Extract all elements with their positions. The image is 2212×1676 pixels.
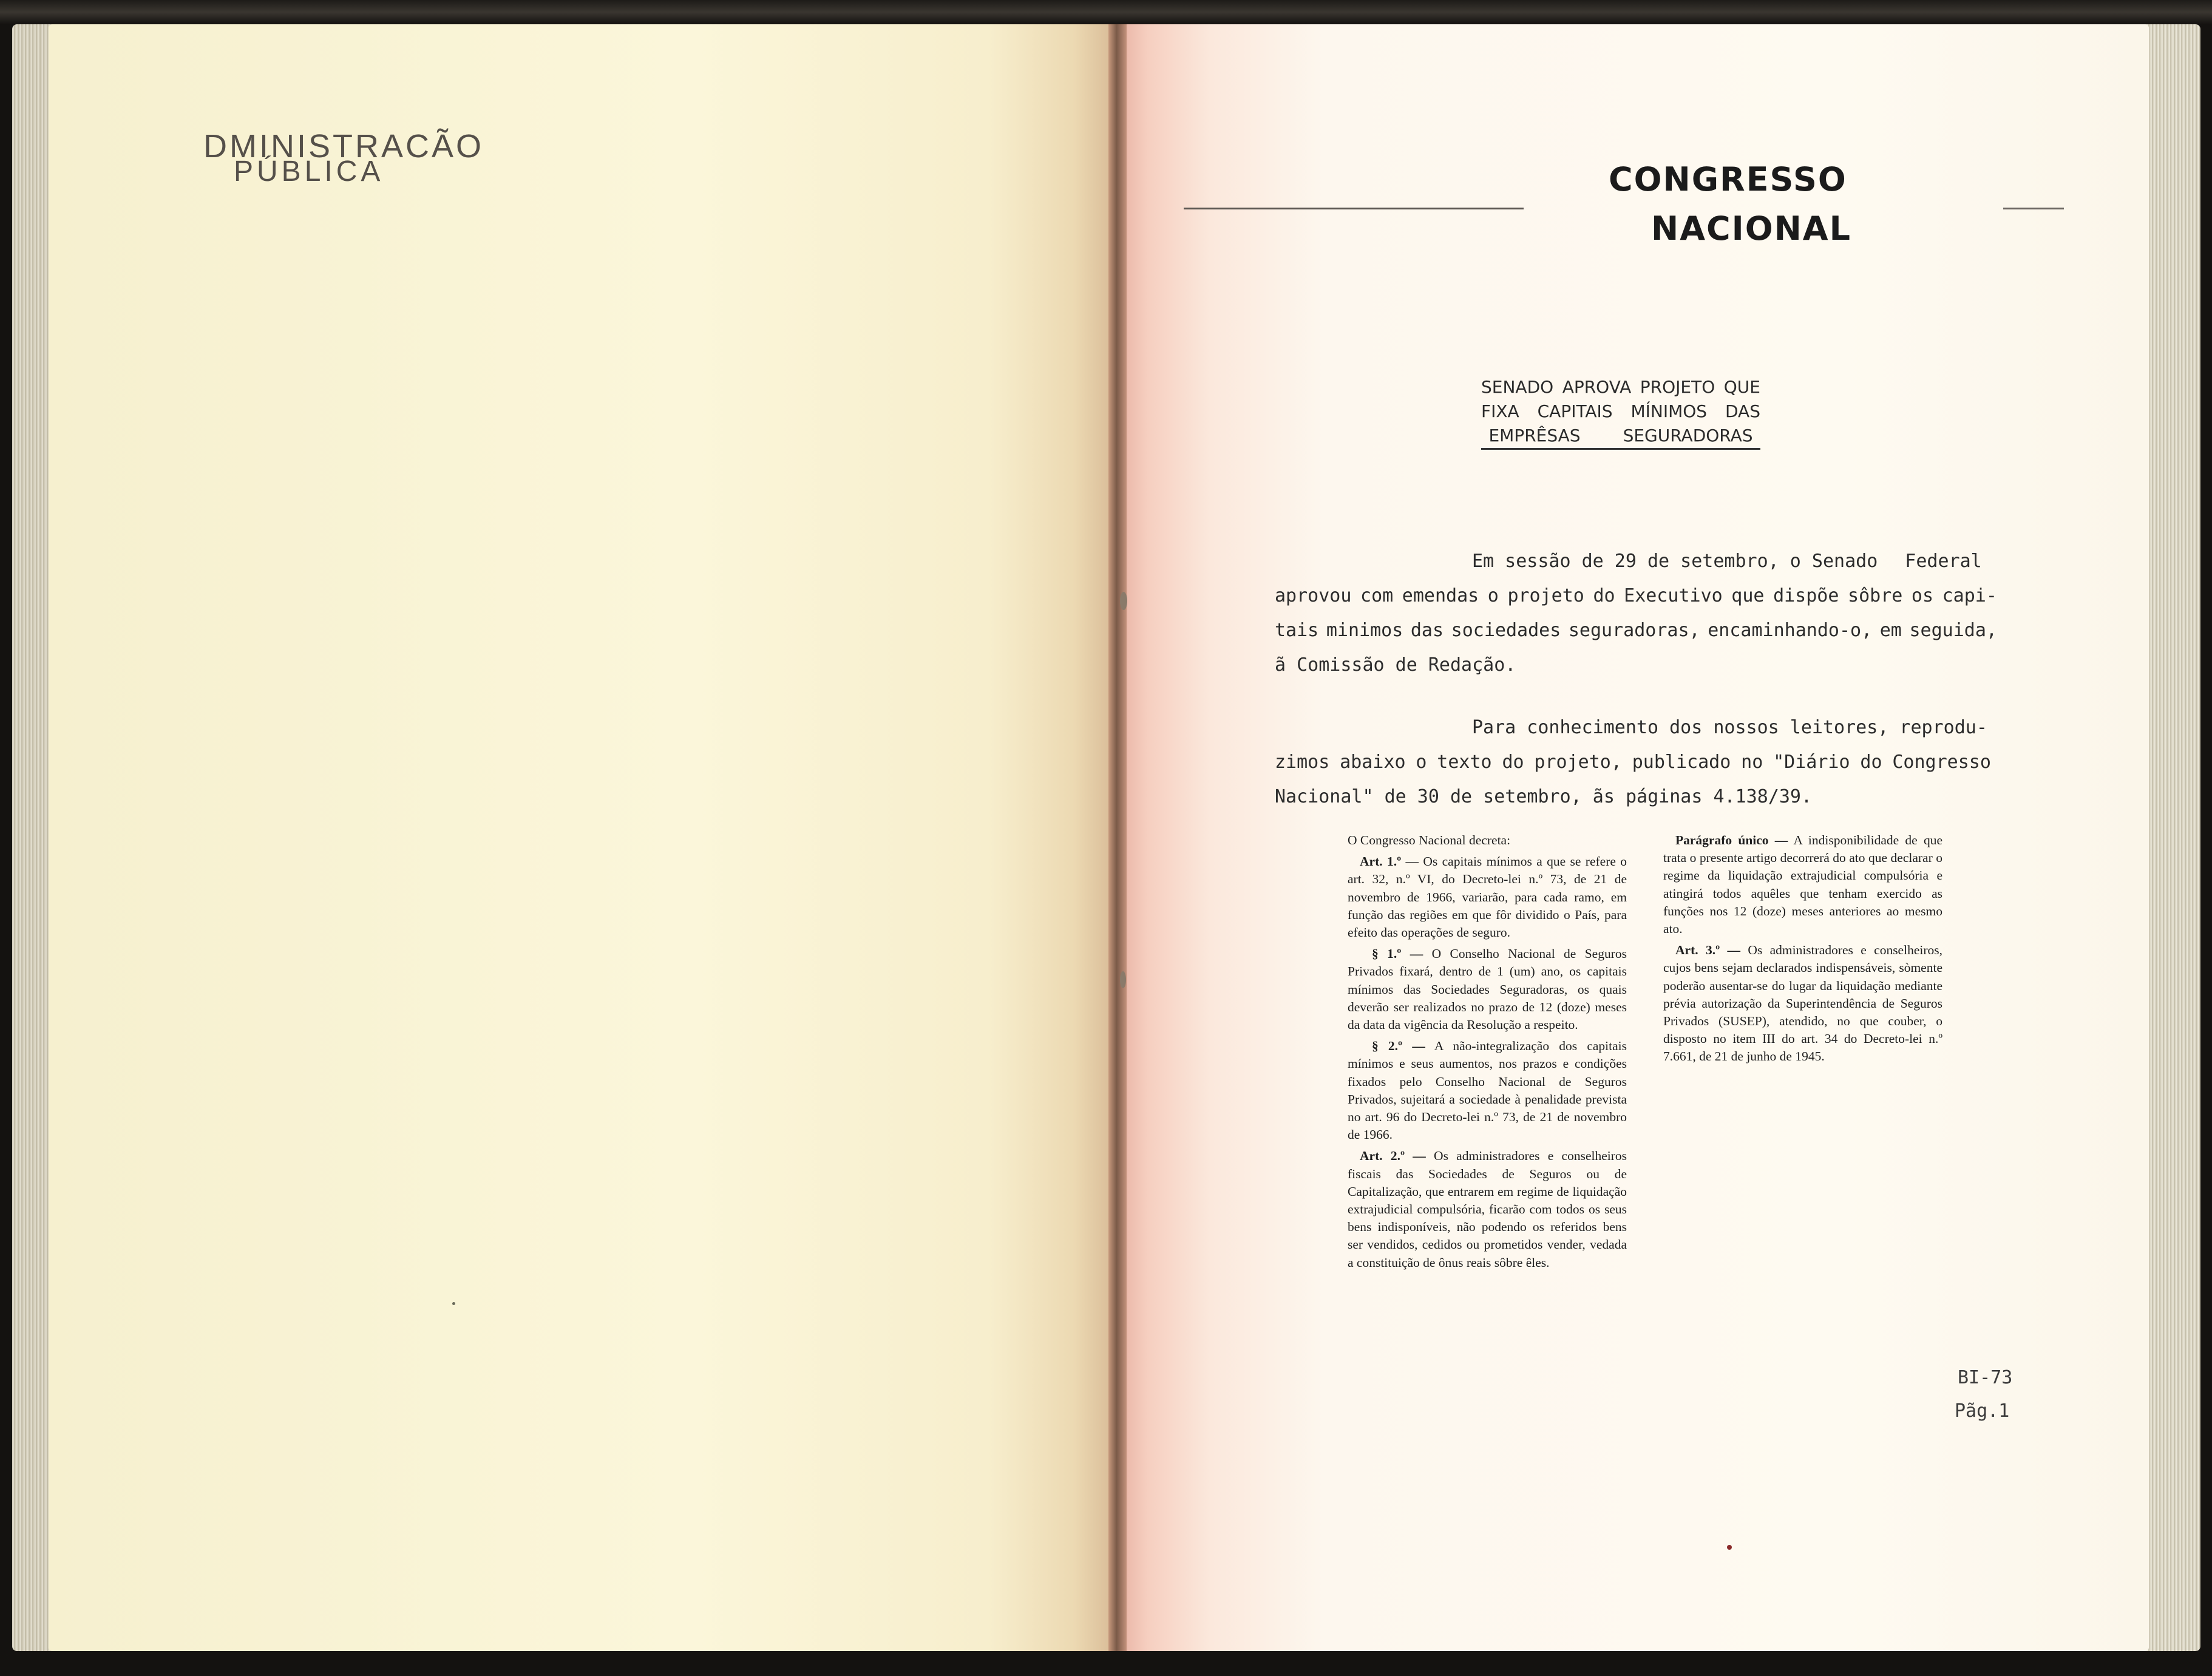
headline-line-1: SENADO APROVA PROJETO QUE: [1481, 377, 1760, 397]
art-3: Art. 3.º — Os administradores e conselheiros, cujos bens sejam declarados indispensáveis, sòmente poderão ausentar-se do lugar da liquidação mediante prévia autorização da Superintendência de Seguros Privados (SUSEP), atendido, no que couber, o disposto no item III do art. 34 do Decreto-lei n.º 7.661, de 21 de junho de 1945.: [1663, 943, 1942, 1064]
header-rule-right: [2003, 208, 2064, 209]
art-2: Art. 2.º — Os administradores e conselheiros fiscais das Sociedades de Seguros ou de Capitalização, que entrarem em regime de liquidação extrajudicial compulsória, ficarão com todos os seus bens indisponíveis, não podendo os referidos bens ser vendidos, cedidos ou prometidos vender, vedada a constituição de ônus reais sôbre êles.: [1348, 1148, 1627, 1270]
bill-column-right: [1663, 832, 1942, 1275]
headline: [1481, 375, 1760, 450]
stamp-line-1: DMINISTRACÃO: [203, 128, 484, 165]
bill-opening: O Congresso Nacional decreta:: [1348, 833, 1511, 847]
stamp-line-2: PÚBLICA: [234, 155, 384, 188]
headline-line-2: FIXA CAPITAIS MÍNIMOS DAS: [1481, 401, 1760, 421]
book-gutter: [1108, 24, 1127, 1651]
bill-text: [1348, 832, 1942, 1275]
art-1-par-1: § 1.º — O Conselho Nacional de Seguros Privados fixará, dentro de 1 (um) ano, os capitais mínimos das Sociedades Seguradoras, os quais deverão ser realizados no prazo de 12 (doze) meses da data da vigência da Resolução a respeito.: [1348, 946, 1627, 1033]
document-code: BI-73: [1958, 1367, 2013, 1388]
header-rule-left: [1184, 208, 1524, 209]
art-1-par-2: § 2.º — A não-integralização dos capitais mínimos e seus aumentos, nos prazos e condições fixados pelo Conselho Nacional de Seguros Privados, sujeitará a sociedade à penalidade prevista no art. 96 do Decreto-lei n.º 73, de 21 de novembro de 1966.: [1348, 1039, 1627, 1142]
binding-mark-upper: [1120, 592, 1127, 610]
page-number: Pãg.1: [1955, 1400, 2010, 1422]
ink-speck: [1727, 1545, 1732, 1550]
binding-mark-lower: [1120, 971, 1126, 988]
section-title-line-2: NACIONAL: [1651, 209, 1852, 248]
intro-p1-line-4: ã Comissão de Redação.: [1275, 654, 1516, 676]
intro-p1-line-2: aprovou com emendas o projeto do Executivo que dispõe sôbre os capi-: [1275, 585, 1997, 606]
paper-speck: [452, 1302, 455, 1305]
headline-line-3: EMPRÊSAS SEGURADORAS: [1488, 426, 1753, 446]
right-page-edges: [2143, 24, 2200, 1651]
art-2-sole-paragraph: Parágrafo único — A indisponibilidade de que trata o presente artigo decorrerá do ato que declarar o regime da liquidação extrajudicial compulsória e atingirá todos aquêles que tenham exercido as funções nos 12 (doze) meses anteriores ao mesmo ato.: [1663, 833, 1942, 937]
intro-p1-line-1: Em sessão de 29 de setembro, o Senado Federal: [1472, 551, 1982, 572]
section-title-line-1: CONGRESSO: [1609, 160, 1847, 198]
art-1: Art. 1.º — Os capitais mínimos a que se refere o art. 32, n.º VI, do Decreto-lei n.º 73, de 21 de novembro de 1966, variarão, para cada ramo, em função das regiões em que fôr dividido o País, para efeito das operações de seguro.: [1348, 854, 1627, 940]
bill-column-left: [1348, 832, 1627, 1275]
left-page-blank: [49, 24, 1117, 1651]
intro-p1-line-3: tais minimos das sociedades seguradoras, encaminhando-o, em seguida,: [1275, 620, 1997, 641]
intro-p2-line-3: Nacional" de 30 de setembro, ãs páginas 4.138/39.: [1275, 786, 1813, 807]
intro-p2-line-1: Para conhecimento dos nossos leitores, reprodu-: [1472, 717, 1987, 738]
intro-p2-line-2: zimos abaixo o texto do projeto, publicado no "Diário do Congresso: [1275, 751, 1991, 773]
